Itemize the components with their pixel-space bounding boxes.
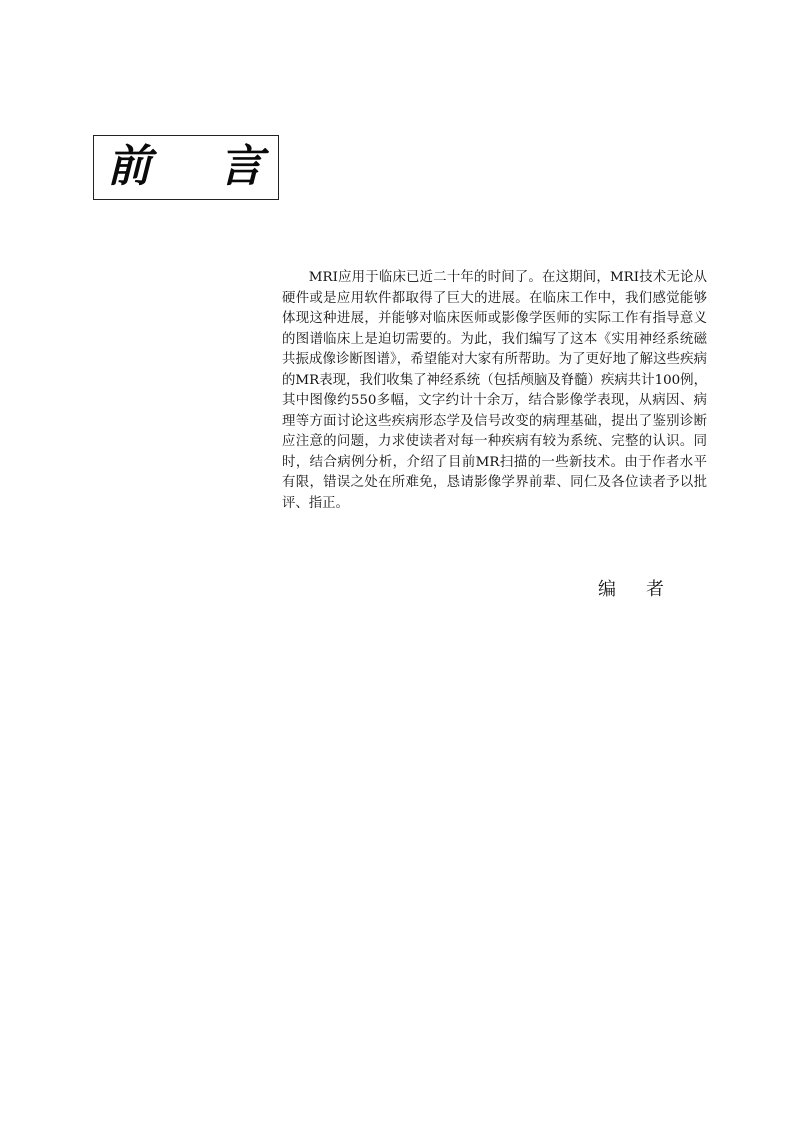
preface-title-char-2: 言: [219, 141, 263, 192]
preface-title-box: [93, 135, 279, 200]
preface-title-char-1: 前: [107, 141, 151, 192]
preface-paragraph: MRI应用于临床已近二十年的时间了。在这期间，MRI技术无论从硬件或是应用软件都取得了巨大的进展。在临床工作中，我们感觉能够体现这种进展，并能够对临床医师或影像学医师的实际工作有指导意义的图谱临床上是迫切需要的。为此，我们编写了这本《实用神经系统磁共振成像诊断图谱》，希望能对大家有所帮助。为了更好地了解这些疾病的MR表现，我们收集了神经系统（包括颅脑及脊髓）疾病共计100例，其中图像约550多幅，文字约计十余万，结合影像学表现，从病因、病理等方面讨论这些疾病形态学及信号改变的病理基础，提出了鉴别诊断应注意的问题，力求使读者对每一种疾病有较为系统、完整的认识。同时，结合病例分析，介绍了目前MR扫描的一些新技术。由于作者水平有限，错误之处在所难免，恳请影像学界前辈、同仁及各位读者予以批评、指正。: [282, 270, 707, 511]
author-signature: 编者: [598, 579, 694, 600]
